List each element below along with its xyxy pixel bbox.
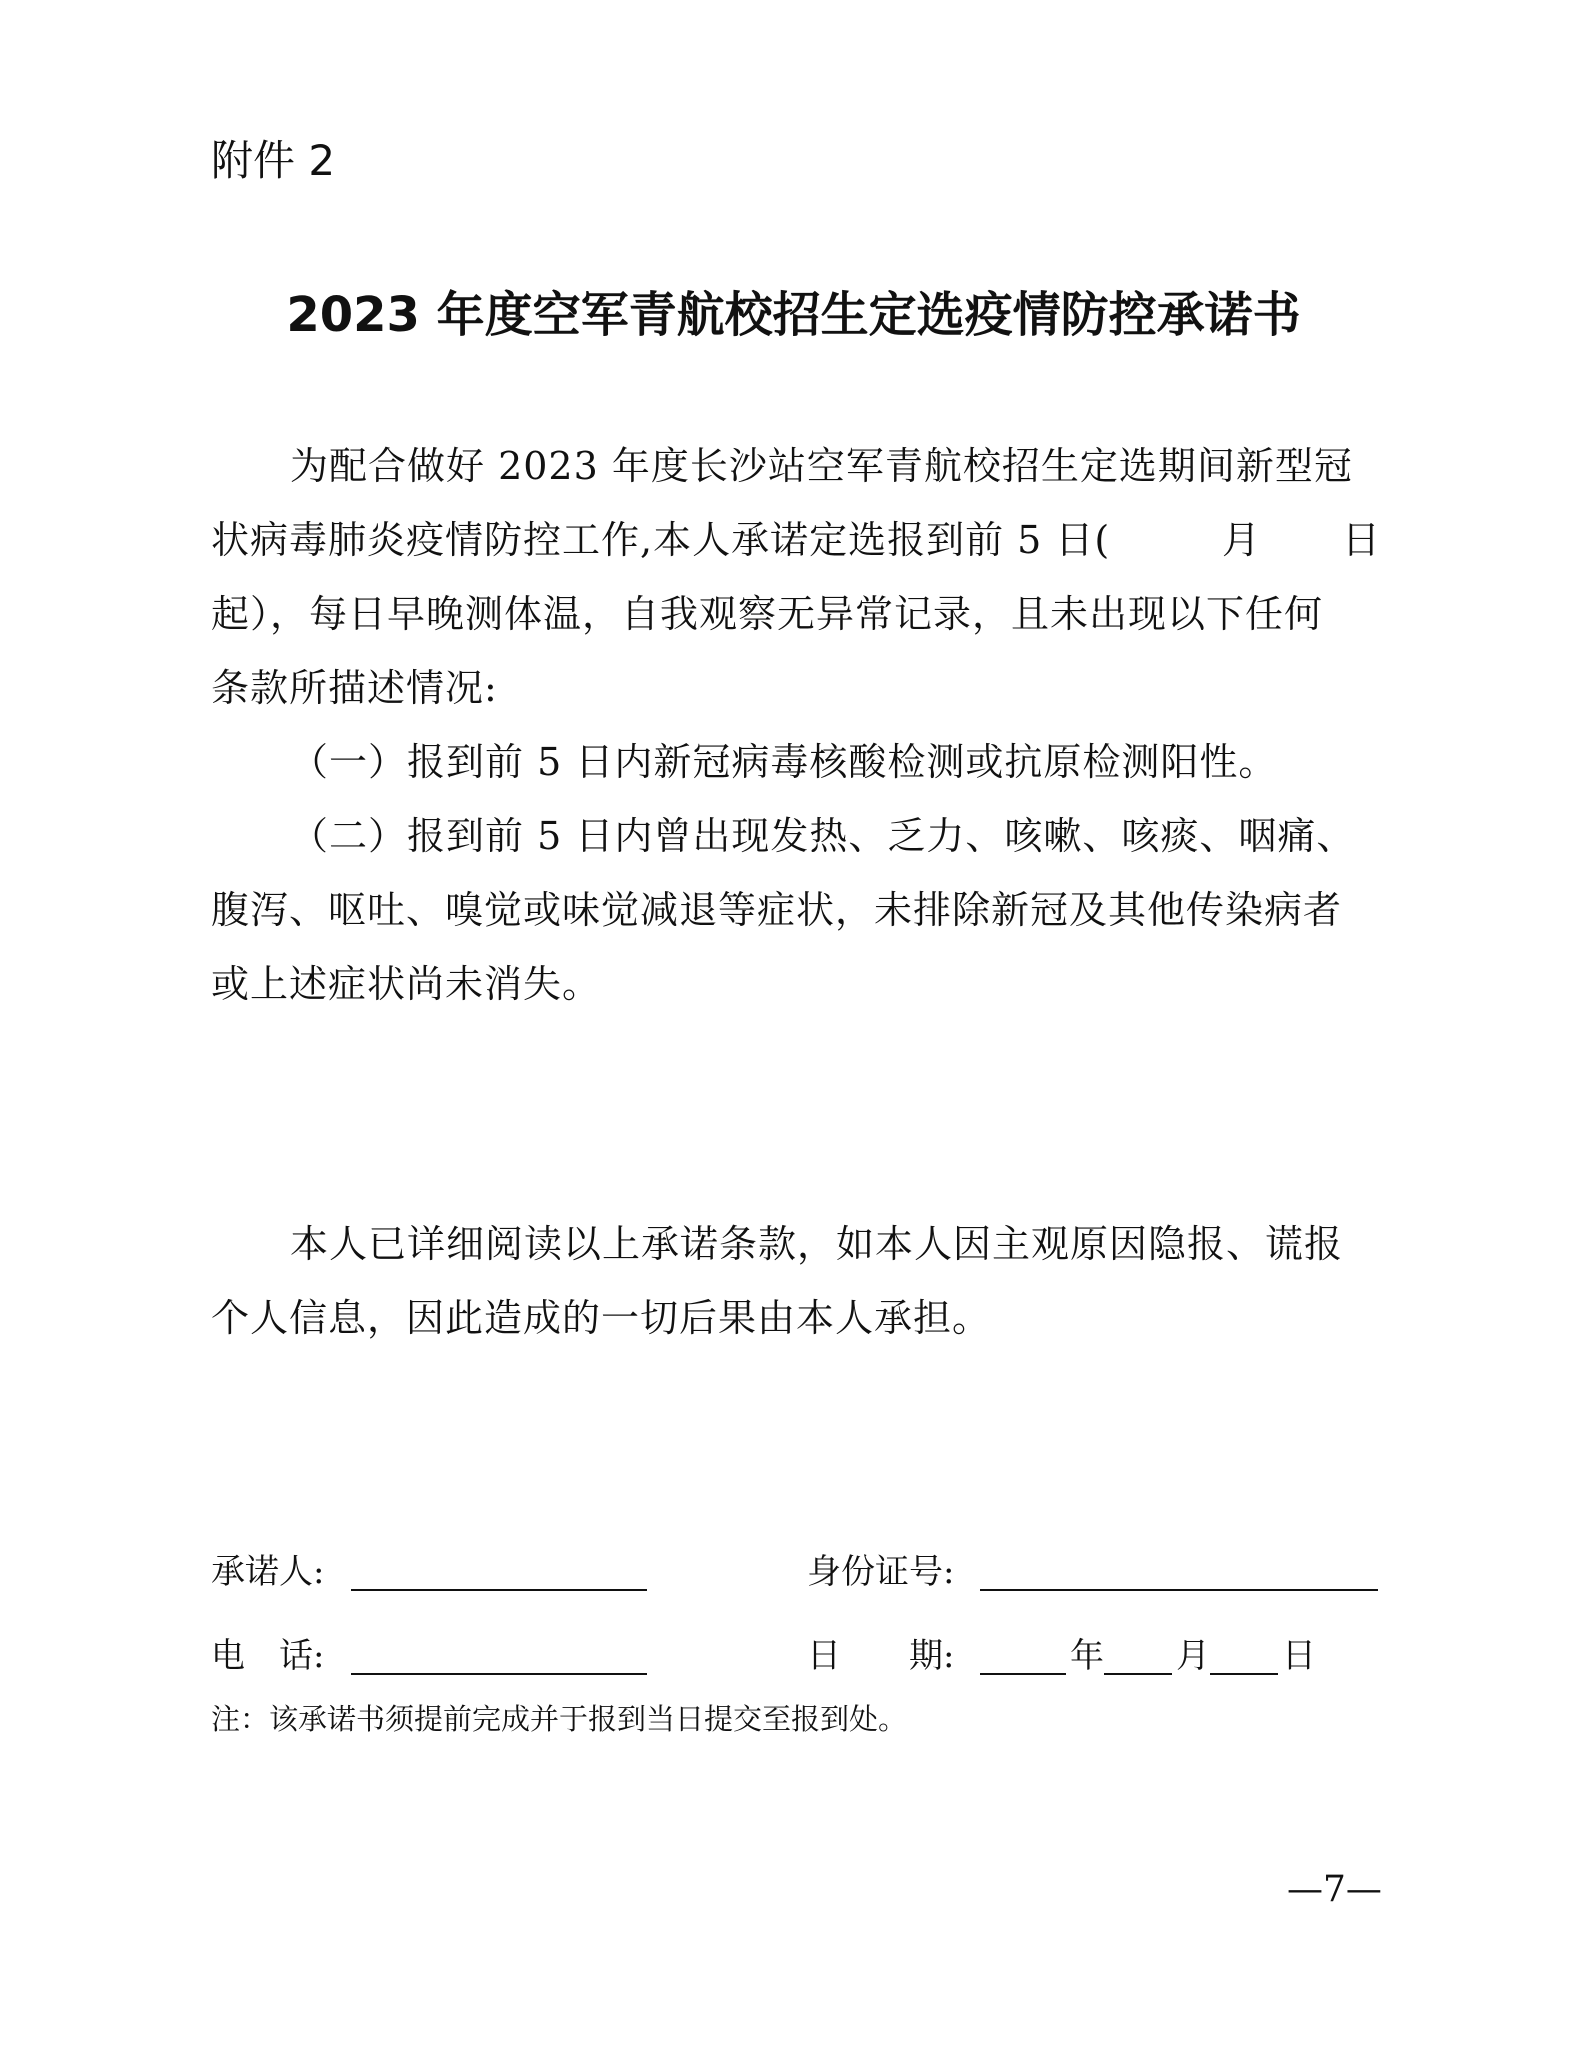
paragraph-line: 或上述症状尚未消失。: [211, 962, 602, 1006]
year-unit: 年: [1070, 1636, 1104, 1676]
day-line[interactable]: [1210, 1673, 1278, 1675]
footnote: 注：该承诺书须提前完成并于报到当日提交至报到处。: [211, 1702, 908, 1736]
month-blank-label: 月: [1222, 518, 1262, 562]
phone-label: 电 话:: [211, 1636, 325, 1676]
paragraph-line: 为配合做好 2023 年度长沙站空军青航校招生定选期间新型冠: [290, 444, 1353, 488]
paragraph-line: 个人信息，因此造成的一切后果由本人承担。: [211, 1296, 992, 1340]
id-number-line[interactable]: [980, 1589, 1378, 1591]
month-line[interactable]: [1104, 1673, 1172, 1675]
paragraph-line: 条款所描述情况:: [211, 666, 498, 710]
phone-line[interactable]: [351, 1673, 647, 1675]
date-label: 日 期:: [807, 1636, 955, 1676]
year-line[interactable]: [980, 1673, 1066, 1675]
clause-item-1: （一）报到前 5 日内新冠病毒核酸检测或抗原检测阳性。: [290, 740, 1278, 784]
paragraph-line: 起），每日早晚测体温，自我观察无异常记录，且未出现以下任何: [211, 592, 1324, 636]
month-unit: 月: [1176, 1636, 1210, 1676]
page-number: —7—: [1287, 1869, 1382, 1910]
promisor-signature-line[interactable]: [351, 1589, 647, 1591]
promisor-label: 承诺人:: [211, 1552, 325, 1592]
id-number-label: 身份证号:: [807, 1552, 955, 1592]
clause-item-2: （二）报到前 5 日内曾出现发热、乏力、咳嗽、咳痰、咽痛、: [290, 814, 1356, 858]
paragraph-line: 本人已详细阅读以上承诺条款，如本人因主观原因隐报、谎报: [290, 1222, 1344, 1266]
day-unit: 日: [1282, 1636, 1316, 1676]
paragraph-line: 状病毒肺炎疫情防控工作,本人承诺定选报到前 5 日(: [211, 518, 1111, 562]
paragraph-line: 腹泻、呕吐、嗅觉或味觉减退等症状，未排除新冠及其他传染病者: [211, 888, 1343, 932]
attachment-label: 附件 2: [211, 136, 336, 185]
day-blank-label: 日: [1342, 518, 1382, 562]
document-title: 2023 年度空军青航校招生定选疫情防控承诺书: [286, 287, 1301, 343]
